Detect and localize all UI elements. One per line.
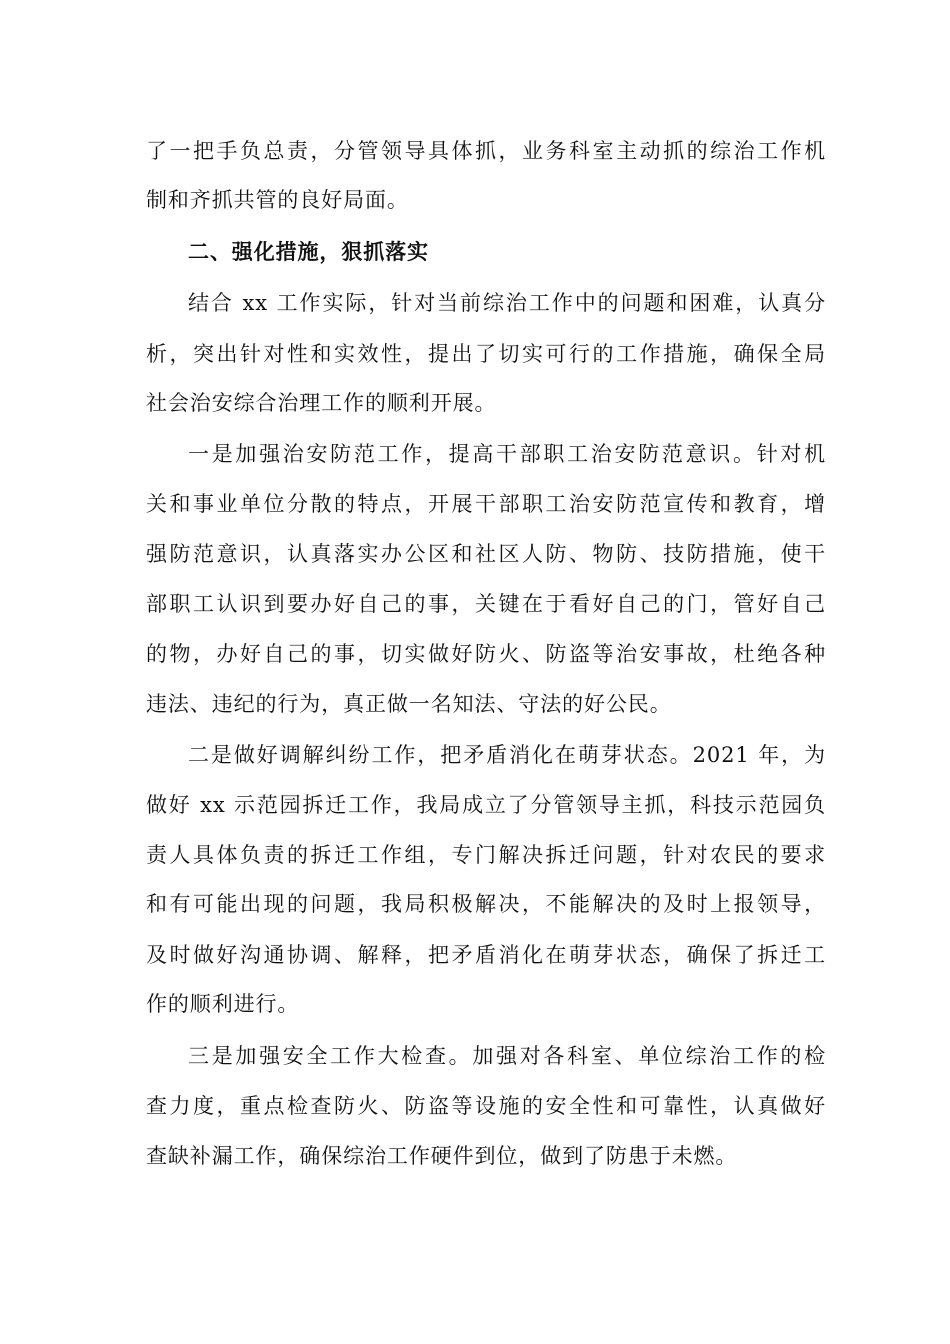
paragraph-2-line-2: 析，突出针对性和实效性，提出了切实可行的工作措施，确保全局 xyxy=(146,342,826,366)
paragraph-3-line-2: 关和事业单位分散的特点，开展干部职工治安防范宣传和教育，增 xyxy=(146,492,826,516)
paragraph-4-line-2: 做好 xx 示范园拆迁工作，我局成立了分管领导主抓，科技示范园负 xyxy=(146,793,826,817)
paragraph-3-line-5: 的物，办好自己的事，切实做好防火、防盗等治安事故，杜绝各种 xyxy=(146,642,826,666)
paragraph-4-line-1: 二是做好调解纠纷工作，把矛盾消化在萌芽状态。2021 年，为 xyxy=(188,743,826,767)
paragraph-3-line-4: 部职工认识到要办好自己的事，关键在于看好自己的门，管好自己 xyxy=(146,592,826,616)
paragraph-5-line-2: 查力度，重点检查防火、防盗等设施的安全性和可靠性，认真做好 xyxy=(146,1094,826,1118)
section-heading-2: 二、强化措施，狠抓落实 xyxy=(188,240,429,264)
paragraph-3-line-6: 违法、违纪的行为，真正做一名知法、守法的好公民。 xyxy=(146,692,672,716)
paragraph-4-line-4: 和有可能出现的问题，我局积极解决，不能解决的及时上报领导， xyxy=(146,892,826,916)
paragraph-3-line-1: 一是加强治安防范工作，提高干部职工治安防范意识。针对机 xyxy=(188,442,826,466)
paragraph-1-line-1: 了一把手负总责，分管领导具体抓，业务科室主动抓的综治工作机 xyxy=(146,139,826,163)
paragraph-3-line-3: 强防范意识，认真落实办公区和社区人防、物防、技防措施，使干 xyxy=(146,542,826,566)
paragraph-2-line-1: 结合 xx 工作实际，针对当前综治工作中的问题和困难，认真分 xyxy=(188,291,826,315)
paragraph-5-line-3: 查缺补漏工作，确保综治工作硬件到位，做到了防患于未燃。 xyxy=(146,1144,738,1168)
paragraph-4-line-6: 作的顺利进行。 xyxy=(146,992,300,1016)
paragraph-4-line-5: 及时做好沟通协调、解释，把矛盾消化在萌芽状态，确保了拆迁工 xyxy=(146,943,826,967)
paragraph-4-line-3: 责人具体负责的拆迁工作组，专门解决拆迁问题，针对农民的要求 xyxy=(146,843,826,867)
paragraph-5-line-1: 三是加强安全工作大检查。加强对各科室、单位综治工作的检 xyxy=(188,1044,826,1068)
paragraph-1-line-2: 制和齐抓共管的良好局面。 xyxy=(146,188,409,212)
paragraph-2-line-3: 社会治安综合治理工作的顺利开展。 xyxy=(146,391,497,415)
